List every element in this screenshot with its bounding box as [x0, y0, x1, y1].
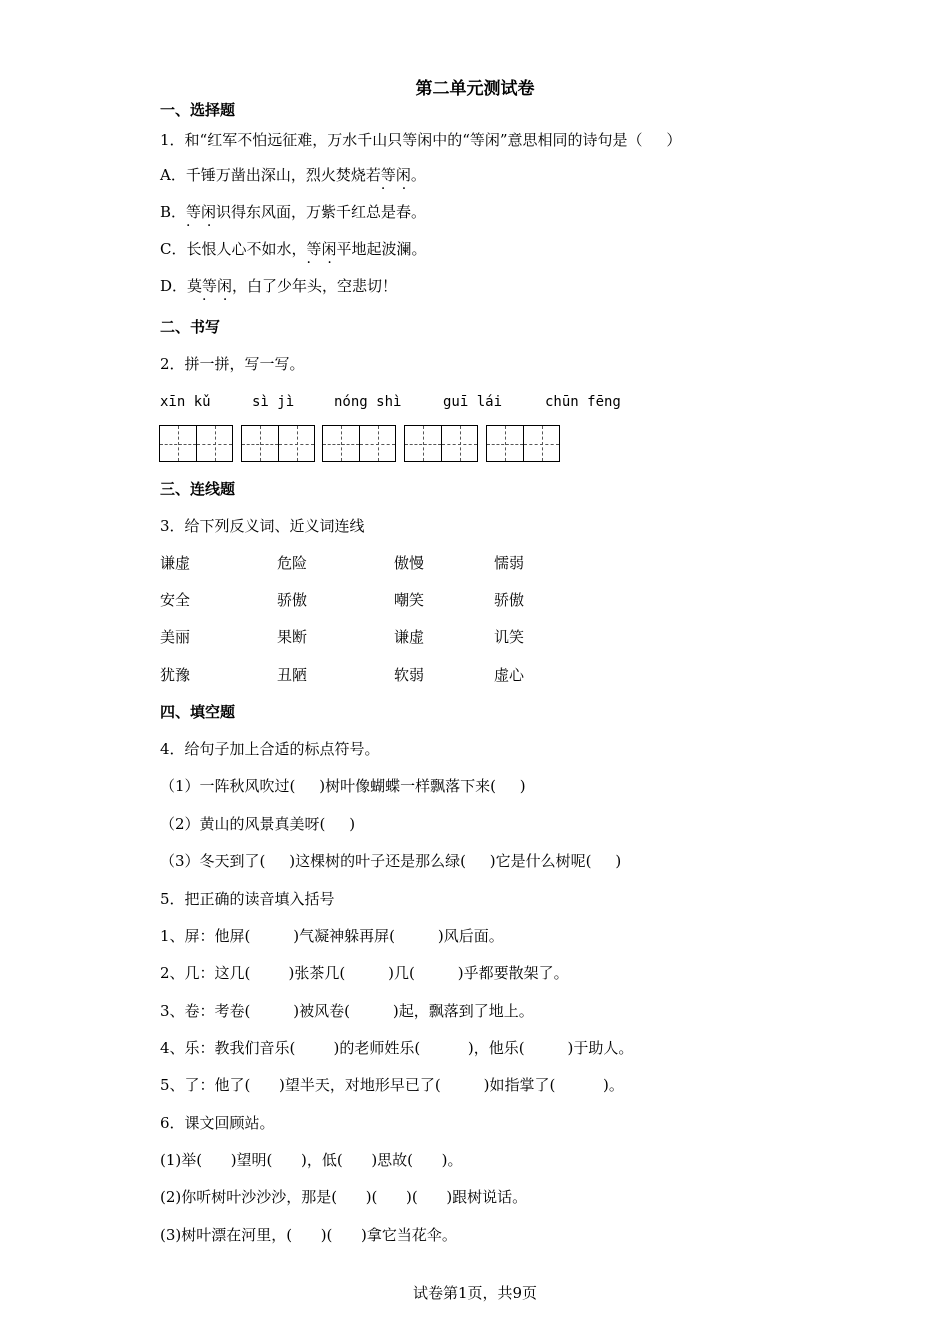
- grid-cell[interactable]: [359, 426, 395, 461]
- word-item[interactable]: 骄傲: [277, 591, 308, 609]
- word-item[interactable]: 虚心: [494, 666, 525, 684]
- grid-cell[interactable]: [242, 426, 278, 461]
- q4-sentence-1[interactable]: （1）一阵秋风吹过( )树叶像蝴蝶一样飘落下来( ): [160, 777, 526, 795]
- q6-line-3[interactable]: (3)树叶漂在河里，( )( )拿它当花伞。: [160, 1226, 457, 1244]
- word-item[interactable]: 傲慢: [394, 554, 425, 572]
- q6-line-2[interactable]: (2)你听树叶沙沙沙，那是( )( )( )跟树说话。: [160, 1188, 528, 1206]
- word-item[interactable]: 嘲笑: [394, 591, 425, 609]
- q5-line-2[interactable]: 2、几：这几( )张茶几( )几( )乎都要散架了。: [160, 964, 569, 982]
- word-item[interactable]: 讥笑: [494, 628, 525, 646]
- word-item[interactable]: 懦弱: [494, 554, 525, 572]
- writing-grid-5[interactable]: [486, 425, 560, 462]
- question-6-stem: 6．课文回顾站。: [160, 1114, 275, 1132]
- grid-cell[interactable]: [405, 426, 441, 461]
- writing-grid-1[interactable]: [159, 425, 233, 462]
- question-2-stem: 2．拼一拼，写一写。: [160, 355, 305, 373]
- page-title: 第二单元测试卷: [415, 79, 535, 99]
- grid-cell[interactable]: [441, 426, 477, 461]
- q6-line-1[interactable]: (1)举( )望明( )，低( )思故( )。: [160, 1151, 463, 1169]
- writing-grid-4[interactable]: [404, 425, 478, 462]
- grid-cell[interactable]: [160, 426, 196, 461]
- section-heading-choice: 一、选择题: [160, 101, 236, 119]
- option-c[interactable]: [160, 239, 427, 259]
- section-heading-matching: 三、连线题: [160, 480, 236, 498]
- word-item[interactable]: 危险: [277, 554, 308, 572]
- option-a[interactable]: [160, 165, 426, 185]
- word-item[interactable]: 丑陋: [277, 666, 308, 684]
- word-item[interactable]: 犹豫: [160, 666, 191, 684]
- question-3-stem: 3．给下列反义词、近义词连线: [160, 517, 365, 535]
- option-b[interactable]: [160, 202, 426, 222]
- page-footer: 试卷第1页，共9页: [412, 1284, 538, 1302]
- pinyin-5: chūn fēng: [545, 394, 621, 410]
- pinyin-2: sì jì: [252, 394, 295, 410]
- word-item[interactable]: 美丽: [160, 628, 191, 646]
- word-item[interactable]: 软弱: [394, 666, 425, 684]
- word-item[interactable]: 安全: [160, 591, 191, 609]
- grid-cell[interactable]: [196, 426, 232, 461]
- q4-sentence-2[interactable]: （2）黄山的风景真美呀( ): [160, 815, 356, 833]
- q5-line-4[interactable]: 4、乐：教我们音乐( )的老师姓乐( )，他乐( )于助人。: [160, 1039, 634, 1057]
- word-item[interactable]: 谦虚: [160, 554, 191, 572]
- word-item[interactable]: 谦虚: [394, 628, 425, 646]
- section-heading-fill: 四、填空题: [160, 703, 236, 721]
- question-1-stem: 1．和“红军不怕远征难，万水千山只等闲中的“等闲”意思相同的诗句是（ ）: [160, 131, 682, 149]
- q4-sentence-3[interactable]: （3）冬天到了( )这棵树的叶子还是那么绿( )它是什么树呢( ): [160, 852, 622, 870]
- pinyin-4: guī lái: [443, 394, 503, 410]
- option-d-emphasis: 等闲 · ·: [202, 277, 232, 295]
- grid-cell[interactable]: [278, 426, 314, 461]
- option-d[interactable]: [160, 276, 397, 296]
- option-a-text-end: 。: [410, 166, 426, 184]
- grid-cell[interactable]: [487, 426, 523, 461]
- section-heading-writing: 二、书写: [160, 318, 221, 336]
- grid-cell[interactable]: [523, 426, 559, 461]
- q5-line-1[interactable]: 1、屏：他屏( )气凝神躲再屏( )风后面。: [160, 927, 504, 945]
- word-item[interactable]: 骄傲: [494, 591, 525, 609]
- pinyin-1: xīn kǔ: [160, 394, 211, 410]
- word-item[interactable]: 果断: [277, 628, 308, 646]
- writing-grid-3[interactable]: [322, 425, 396, 462]
- option-d-text-end: ，白了少年头，空悲切！: [232, 277, 398, 295]
- option-b-text-end: 识得东风面，万紫千红总是春。: [216, 203, 427, 221]
- option-c-text-end: 平地起波澜。: [336, 240, 427, 258]
- grid-cell[interactable]: [323, 426, 359, 461]
- option-a-emphasis: 等闲 · ·: [381, 166, 411, 184]
- question-5-stem: 5．把正确的读音填入括号: [160, 890, 335, 908]
- option-c-text: C．长恨人心不如水，: [160, 240, 307, 258]
- option-a-text: A．千锤万凿出深山，烈火焚烧若: [160, 166, 381, 184]
- option-b-text: B．: [160, 203, 187, 221]
- writing-grid-2[interactable]: [241, 425, 315, 462]
- question-4-stem: 4．给句子加上合适的标点符号。: [160, 740, 380, 758]
- q5-line-3[interactable]: 3、卷：考卷( )被风卷( )起，飘落到了地上。: [160, 1002, 534, 1020]
- option-d-text: D．莫: [160, 277, 203, 295]
- option-b-emphasis: 等闲 · ·: [186, 203, 216, 221]
- q5-line-5[interactable]: 5、了：他了( )望半天，对地形早已了( )如指掌了( )。: [160, 1076, 624, 1094]
- option-c-emphasis: 等闲 · ·: [306, 240, 336, 258]
- pinyin-3: nóng shì: [334, 394, 402, 410]
